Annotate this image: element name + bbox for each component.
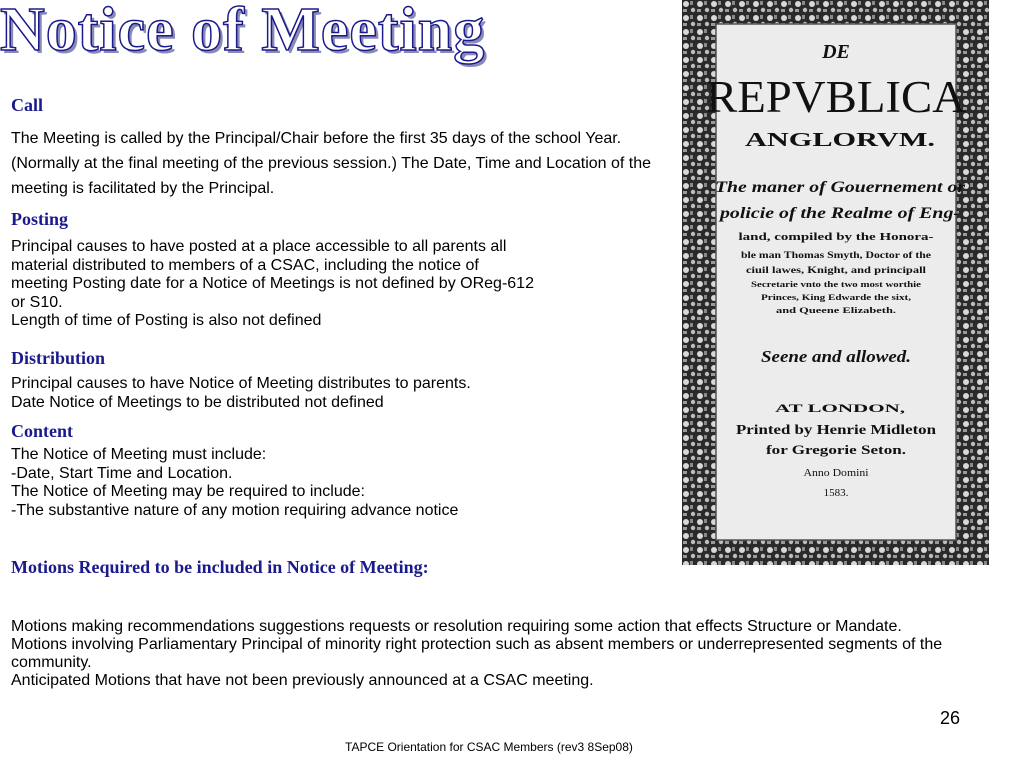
book-line-republica: REPVBLICA bbox=[706, 72, 967, 122]
book-anno-1: Anno Domini bbox=[803, 468, 869, 479]
distribution-text: Principal causes to have Notice of Meeting distributes to parents. Date Notice of Meetings to be distributed not defined bbox=[11, 375, 471, 411]
footer-text: TAPCE Orientation for CSAC Members (rev3 8Sep08) bbox=[345, 740, 633, 754]
book-desc-line-2: policie of the Realme of Eng- bbox=[717, 205, 960, 222]
book-desc-line-5: ciuil lawes, Knight, and principall bbox=[746, 265, 927, 275]
call-text: The Meeting is called by the Principal/Chair before the first 35 days of the school Year. (Normally at the final meeting of the previous session.) The Date, Time and Location of the meeting is facilitated by the Principal. bbox=[11, 130, 652, 197]
book-anno-2: 1583. bbox=[823, 487, 849, 499]
book-line-de: DE bbox=[822, 41, 850, 63]
page-number: 26 bbox=[940, 708, 961, 728]
book-line-anglorum: ANGLORVM. bbox=[745, 129, 935, 151]
book-printed-1: Printed by Henrie Midleton bbox=[736, 423, 937, 438]
book-london: AT LONDON, bbox=[775, 401, 905, 415]
book-seene: Seene and allowed. bbox=[761, 347, 911, 366]
content-text: The Notice of Meeting must include: -Date, Start Time and Location. The Notice of Meeting may be required to include: -The substantive nature of any motion requiring advance notice bbox=[11, 446, 459, 519]
heading-call: Call bbox=[11, 95, 44, 115]
heading-motions: Motions Required to be included in Notice of Meeting: bbox=[11, 557, 429, 577]
book-desc-line-4: ble man Thomas Smyth, Doctor of the bbox=[741, 250, 932, 260]
heading-posting: Posting bbox=[11, 209, 69, 229]
heading-content: Content bbox=[11, 421, 73, 441]
motions-text: Motions making recommendations suggestions requests or resolution requiring some action that effects Structure or Mandate. Motions involving Parliamentary Principal of minority right protection such as absent members or underrepresented segments of the community. Anticipated Motions that have not been previously announced at a CSAC meeting. bbox=[11, 618, 943, 689]
book-desc-line-1: The maner of Gouernement or bbox=[715, 179, 966, 196]
book-cover-image bbox=[682, 0, 989, 565]
book-desc-line-7: Princes, King Edwarde the sixt, bbox=[761, 293, 911, 302]
book-desc-line-3: land, compiled by the Honora- bbox=[738, 231, 934, 243]
posting-text: Principal causes to have posted at a place accessible to all parents all material distributed to members of a CSAC, including the notice of meeting Posting date for a Notice of Meetings is not defined by OReg-612 or S10. Length of time of Posting is also not defined bbox=[11, 238, 534, 329]
book-desc-line-8: and Queene Elizabeth. bbox=[776, 306, 896, 315]
book-desc-line-6: Secretarie vnto the two most worthie bbox=[751, 280, 922, 289]
slide-title: Notice of Meeting bbox=[0, 0, 486, 64]
heading-distribution: Distribution bbox=[11, 348, 106, 368]
book-printed-2: for Gregorie Seton. bbox=[766, 442, 906, 457]
